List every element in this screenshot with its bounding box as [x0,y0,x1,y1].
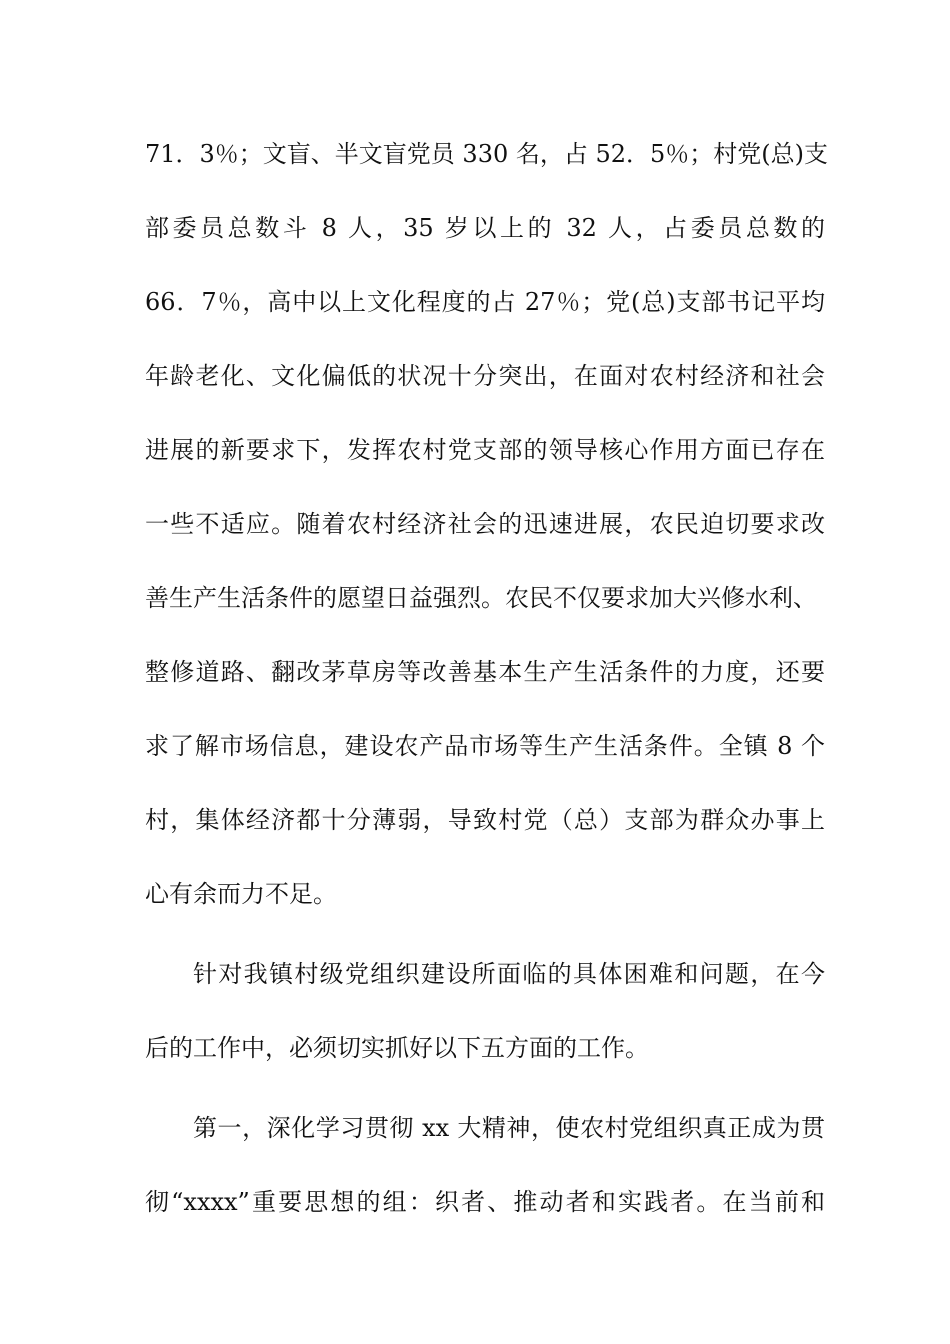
text-line: 年龄老化、文化偏低的状况十分突出，在面对农村经济和社会 [145,362,825,390]
text-line: 求了解市场信息，建设农产品市场等生产生活条件。全镇 8 个 [145,732,825,760]
text-line: 彻“xxxx”重要思想的组：织者、推动者和实践者。在当前和 [145,1188,825,1216]
text-line: 部委员总数斗 8 人，35 岁以上的 32 人，占委员总数的 [145,214,825,242]
text-line: 66．7％，高中以上文化程度的占 27％；党(总)支部书记平均 [145,288,825,316]
text-line: 后的工作中，必须切实抓好以下五方面的工作。 [145,1034,649,1062]
text-line: 村，集体经济都十分薄弱，导致村党（总）支部为群众办事上 [145,806,825,834]
paragraph-first-line: 第一，深化学习贯彻 xx 大精神，使农村党组织真正成为贯 [193,1114,825,1142]
text-line: 71．3％；文盲、半文盲党员 330 名，占 52．5％；村党(总)支 [145,140,829,168]
text-line: 进展的新要求下，发挥农村党支部的领导核心作用方面已存在 [145,436,825,464]
text-line: 整修道路、翻改茅草房等改善基本生产生活条件的力度，还要 [145,658,825,686]
text-line: 善生产生活条件的愿望日益强烈。农民不仅要求加大兴修水利、 [145,584,817,612]
text-line: 一些不适应。随着农村经济社会的迅速进展，农民迫切要求改 [145,510,825,538]
paragraph-first-line: 针对我镇村级党组织建设所面临的具体困难和问题，在今 [193,960,825,988]
text-line: 心有余而力不足。 [145,880,337,908]
